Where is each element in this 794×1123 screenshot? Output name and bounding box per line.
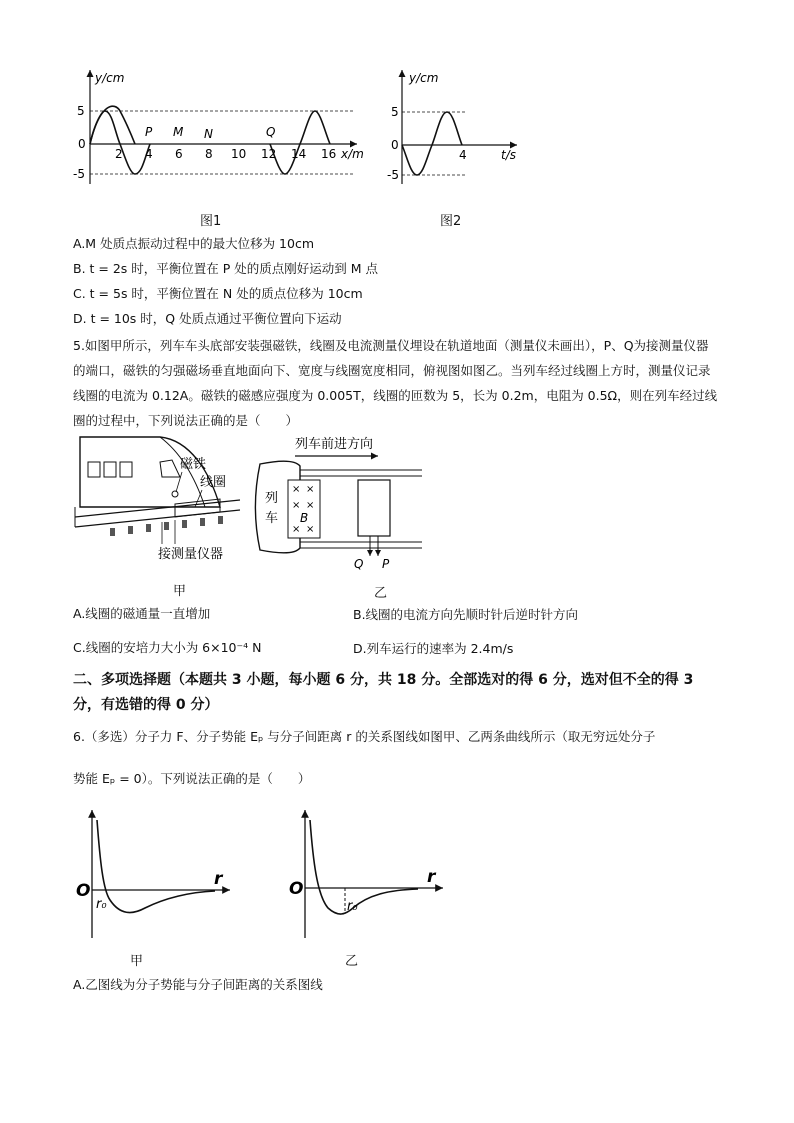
y-tick: -5	[387, 168, 399, 182]
q4-option-a: A.M 处质点振动过程中的最大位移为 10cm	[73, 236, 314, 251]
q5-figure-yi	[250, 432, 430, 572]
q6-option-a: A.乙图线为分子势能与分子间距离的关系图线	[73, 977, 323, 992]
point-label: Q	[266, 125, 276, 139]
x-tick: 2	[115, 147, 123, 161]
q4-option-b: B. t = 2s 时，平衡位置在 P 处的质点刚好运动到 M 点	[73, 261, 378, 276]
svg-text:×: ×	[292, 524, 301, 535]
svg-text:×: ×	[292, 484, 301, 495]
train-label: 车	[265, 511, 279, 526]
q5-option-a: A.线圈的磁通量一直增加	[73, 606, 211, 621]
x-tick: 10	[231, 147, 247, 161]
svg-text:×: ×	[306, 500, 315, 511]
x-tick: 6	[175, 147, 183, 161]
y-axis-label: y/cm	[409, 71, 439, 85]
section-heading-multiple-choice: 二、多项选择题（本题共 3 小题，每小题 6 分，共 18 分。全部选对的得 6 分，选对但不全的得 3 分，有选错的得 0 分）	[73, 672, 694, 713]
q5-stem: 5.如图甲所示，列车车头底部安装强磁铁，线圈及电流测量仪埋设在轨道地面（测量仪未画出），P、Q为接测量仪器的端口，磁铁的匀强磁场垂直地面向下、宽度与线圈宽度相同，俯视图如图乙。当列车经过线圈上方时，测量仪记录线圈的电流为 0.12A。磁铁的磁感应强度为 0.005T，线圈的匝数为 5，长为 0.2m，电阻为 0.5Ω，则在列车经过线圈的过程中，下列说法正确的是（ ）	[73, 338, 718, 428]
q6-stem-line2: 势能 Eₚ = 0）。下列说法正确的是（ ）	[73, 771, 311, 786]
origin-label: O	[289, 879, 304, 899]
caption-figure-2: 图2	[440, 214, 462, 229]
y-axis-label: y/cm	[95, 71, 125, 85]
caption-yi: 乙	[374, 586, 388, 601]
direction-label: 列车前进方向	[295, 437, 374, 452]
x-tick: 8	[205, 147, 213, 161]
point-label: M	[173, 125, 184, 139]
svg-text:×: ×	[292, 500, 301, 511]
caption-jia: 甲	[173, 584, 187, 599]
y-tick: 0	[391, 138, 399, 152]
x-tick: 4	[145, 147, 153, 161]
x-tick: 16	[321, 147, 337, 161]
svg-text:×: ×	[306, 524, 315, 535]
field-label: B	[300, 511, 309, 525]
point-label: P	[145, 125, 153, 139]
x-tick: 12	[261, 147, 277, 161]
origin-label: O	[76, 881, 91, 901]
label-instrument: 接测量仪器	[158, 547, 224, 562]
figure-1-wave-graph	[75, 62, 375, 192]
x-axis-label: x/m	[341, 147, 364, 161]
label-magnet: 磁铁	[180, 457, 207, 472]
x-tick: 14	[291, 147, 307, 161]
y-tick: 5	[77, 104, 85, 118]
figure-2-oscillation-graph	[387, 62, 527, 192]
y-tick: -5	[73, 167, 85, 181]
r-axis-label: r	[214, 869, 223, 889]
r0-label: r₀	[347, 899, 358, 914]
q6-stem-line1: 6.（多选）分子力 F、分子势能 Eₚ 与分子间距离 r 的关系图线如图甲、乙两条曲线所示（取无穷远处分子	[73, 729, 656, 744]
q5-option-d: D.列车运行的速率为 2.4m/s	[353, 641, 514, 656]
q5-figure-jia	[70, 432, 250, 572]
terminal-q: Q	[354, 557, 364, 571]
t-tick: 4	[459, 148, 467, 162]
q5-option-c: C.线圈的安培力大小为 6×10⁻⁴ N	[73, 640, 262, 655]
caption-q6-jia: 甲	[130, 954, 144, 969]
train-label: 列	[265, 491, 279, 506]
terminal-p: P	[382, 557, 390, 571]
r-axis-label: r	[427, 867, 436, 887]
t-axis-label: t/s	[501, 148, 516, 162]
caption-figure-1: 图1	[200, 214, 222, 229]
y-tick: 5	[391, 105, 399, 119]
svg-text:×: ×	[306, 484, 315, 495]
q6-figure-jia	[70, 800, 240, 945]
r0-label: r₀	[96, 897, 107, 912]
q6-figure-yi	[283, 800, 453, 945]
caption-q6-yi: 乙	[345, 954, 359, 969]
q4-option-d: D. t = 10s 时，Q 处质点通过平衡位置向下运动	[73, 311, 342, 326]
point-label: N	[204, 127, 213, 141]
y-tick: 0	[78, 137, 86, 151]
q5-option-b: B.线圈的电流方向先顺时针后逆时针方向	[353, 607, 579, 622]
label-coil: 线圈	[200, 475, 227, 490]
q4-option-c: C. t = 5s 时，平衡位置在 N 处的质点位移为 10cm	[73, 286, 363, 301]
